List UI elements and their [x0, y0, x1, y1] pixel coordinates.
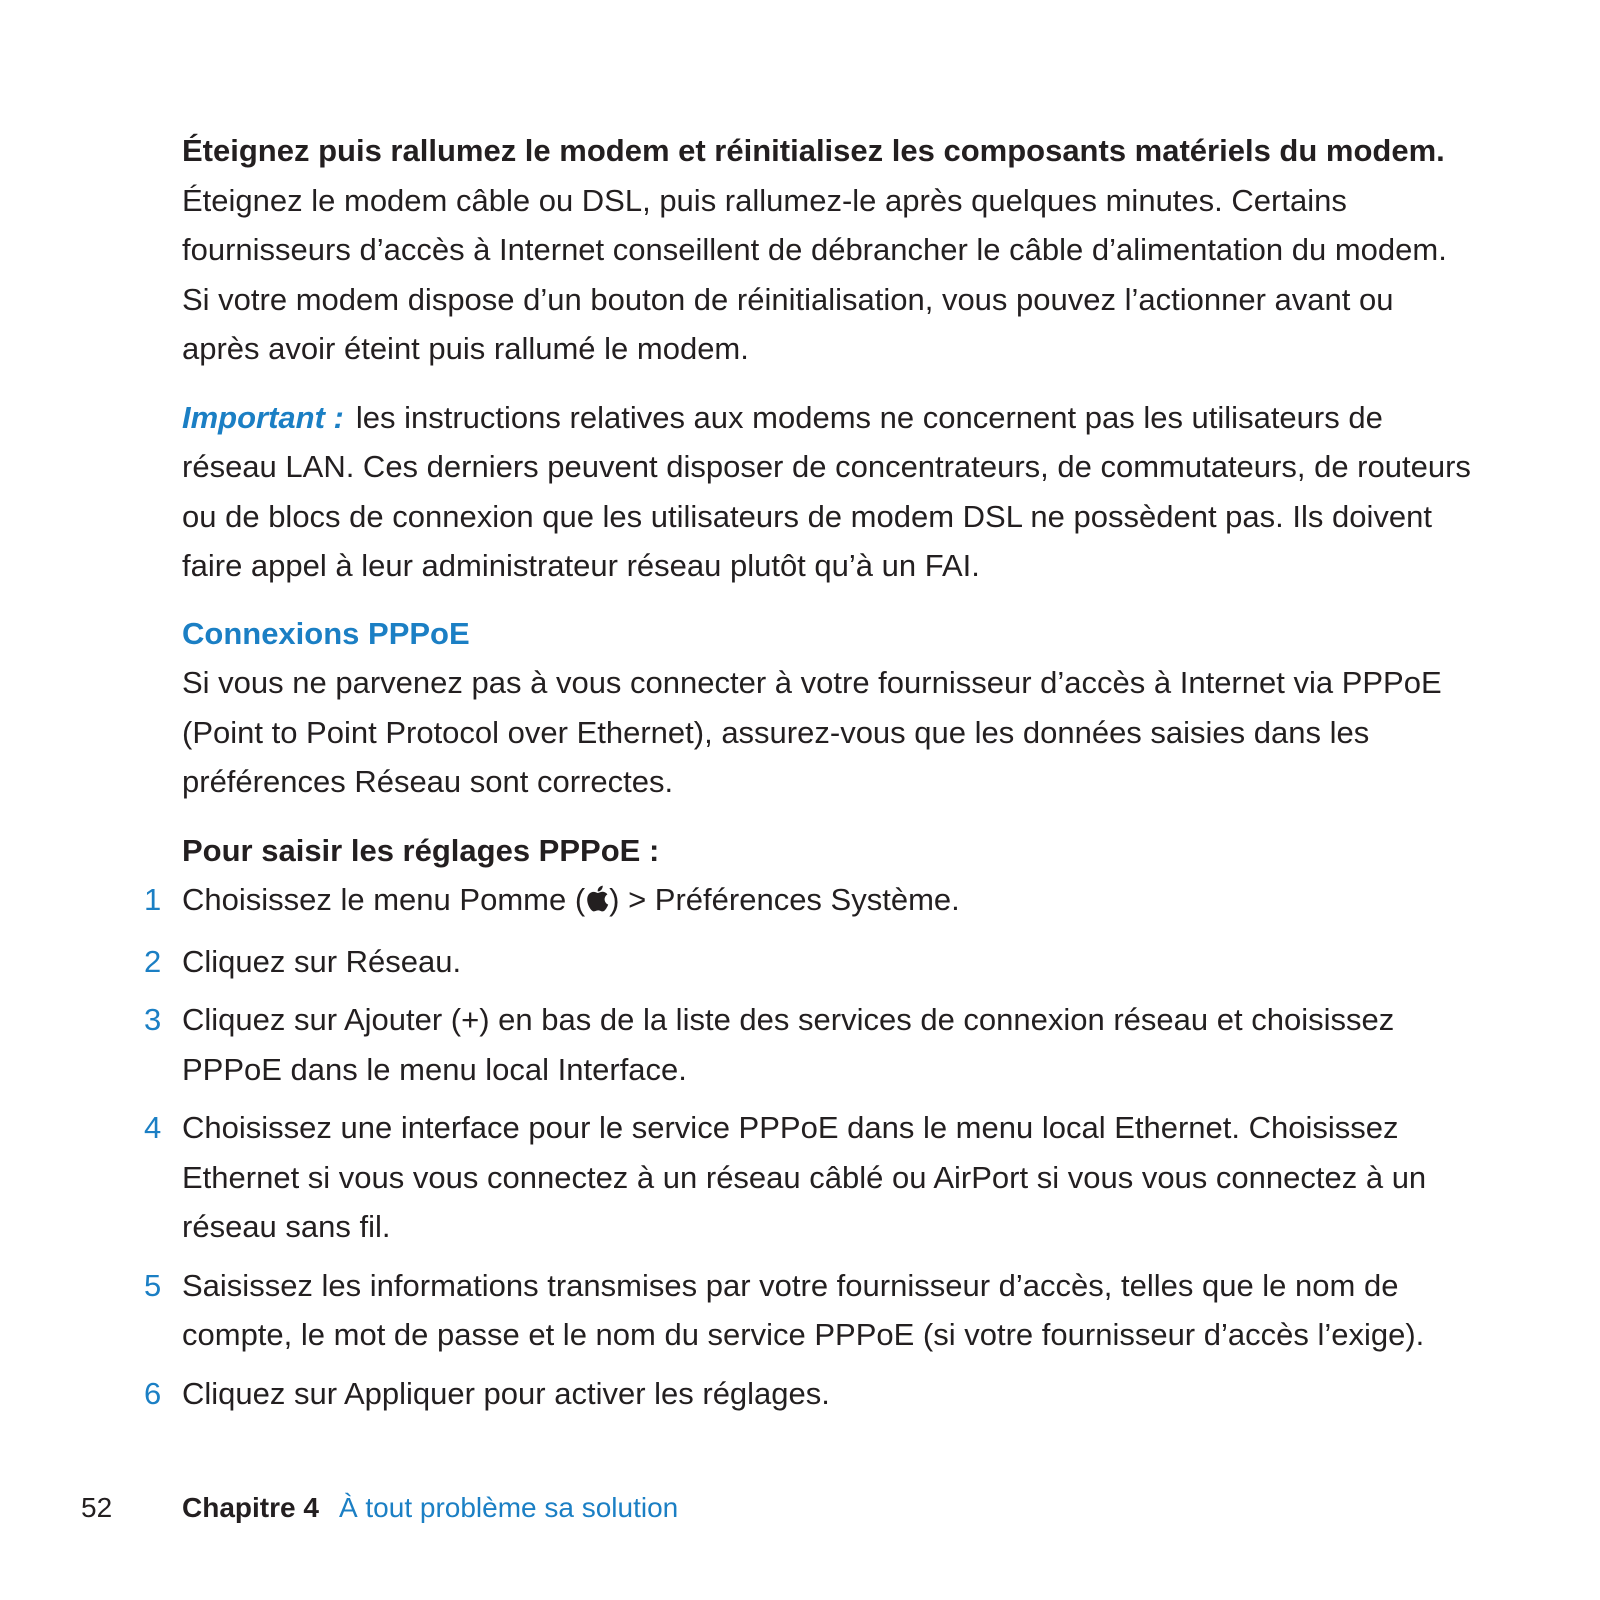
- step-text: Cliquez sur Réseau.: [182, 943, 462, 979]
- procedure-heading: Pour saisir les réglages PPPoE :: [182, 832, 660, 868]
- step-item: [144, 1261, 1472, 1360]
- step-item: [144, 1369, 1472, 1419]
- step-number: 5: [144, 1267, 162, 1303]
- chapter-reference: [182, 1490, 678, 1526]
- chapter-label: Chapitre 4: [182, 1492, 319, 1523]
- step-item: [144, 875, 1472, 928]
- page-content: [144, 126, 1472, 1418]
- paragraph-lead: Éteignez puis rallumez le modem et réinitialisez les composants matériels du modem.: [182, 133, 1445, 168]
- important-note: [182, 393, 1472, 591]
- step-number: 4: [144, 1110, 162, 1145]
- step-text-before: Choisissez le menu Pomme (: [182, 882, 586, 917]
- step-text: Choisissez une interface pour le service PPPoE dans le menu local Ethernet. Choisissez Ethernet si vous vous connectez à un réseau câblé ou AirPort si vous vous connectez à un réseau sans fil.: [182, 1110, 1427, 1244]
- step-text: Cliquez sur Appliquer pour activer les réglages.: [182, 1375, 830, 1411]
- step-item: [144, 1103, 1472, 1252]
- step-number: 6: [144, 1375, 162, 1411]
- important-label: Important :: [182, 399, 344, 435]
- step-number: 3: [144, 1002, 162, 1037]
- step-number: 2: [144, 943, 162, 979]
- important-text: les instructions relatives aux modems ne concernent pas les utilisateurs de réseau LAN. Ces derniers peuvent disposer de concentrateurs, de commutateurs, de routeurs ou de blocs de connexion que les utilisateurs de modem DSL ne possèdent pas. Ils doivent faire appel à leur administrateur réseau plutôt qu’à un FAI.: [182, 399, 1471, 583]
- procedure-steps: [144, 875, 1472, 1418]
- step-item: [144, 995, 1472, 1094]
- section-intro: Si vous ne parvenez pas à vous connecter à votre fournisseur d’accès à Internet via PPPoE (Point to Point Protocol over Ethernet), assurez-vous que les données saisies dans les préférences Réseau sont correctes.: [182, 665, 1442, 799]
- step-text-after: ) > Préférences Système.: [609, 882, 960, 917]
- paragraph-modem-reset: [182, 126, 1472, 374]
- section-title: Connexions PPPoE: [182, 615, 470, 651]
- step-text: Saisissez les informations transmises par votre fournisseur d’accès, telles que le nom de compte, le mot de passe et le nom du service PPPoE (si votre fournisseur d’accès l’exige).: [182, 1267, 1425, 1352]
- chapter-title-link[interactable]: À tout problème sa solution: [338, 1492, 679, 1523]
- page-number: 52: [81, 1492, 113, 1523]
- paragraph-body: Éteignez le modem câble ou DSL, puis rallumez-le après quelques minutes. Certains fournisseurs d’accès à Internet conseillent de débrancher le câble d’alimentation du modem. Si votre modem dispose d’un bouton de réinitialisation, vous pouvez l’actionner avant ou après avoir éteint puis rallumé le modem.: [182, 182, 1447, 366]
- step-number: 1: [144, 882, 162, 917]
- step-item: [144, 937, 1472, 987]
- step-text: Cliquez sur Ajouter (+) en bas de la liste des services de connexion réseau et choisissez PPPoE dans le menu local Interface.: [182, 1002, 1395, 1087]
- apple-icon: [585, 878, 609, 928]
